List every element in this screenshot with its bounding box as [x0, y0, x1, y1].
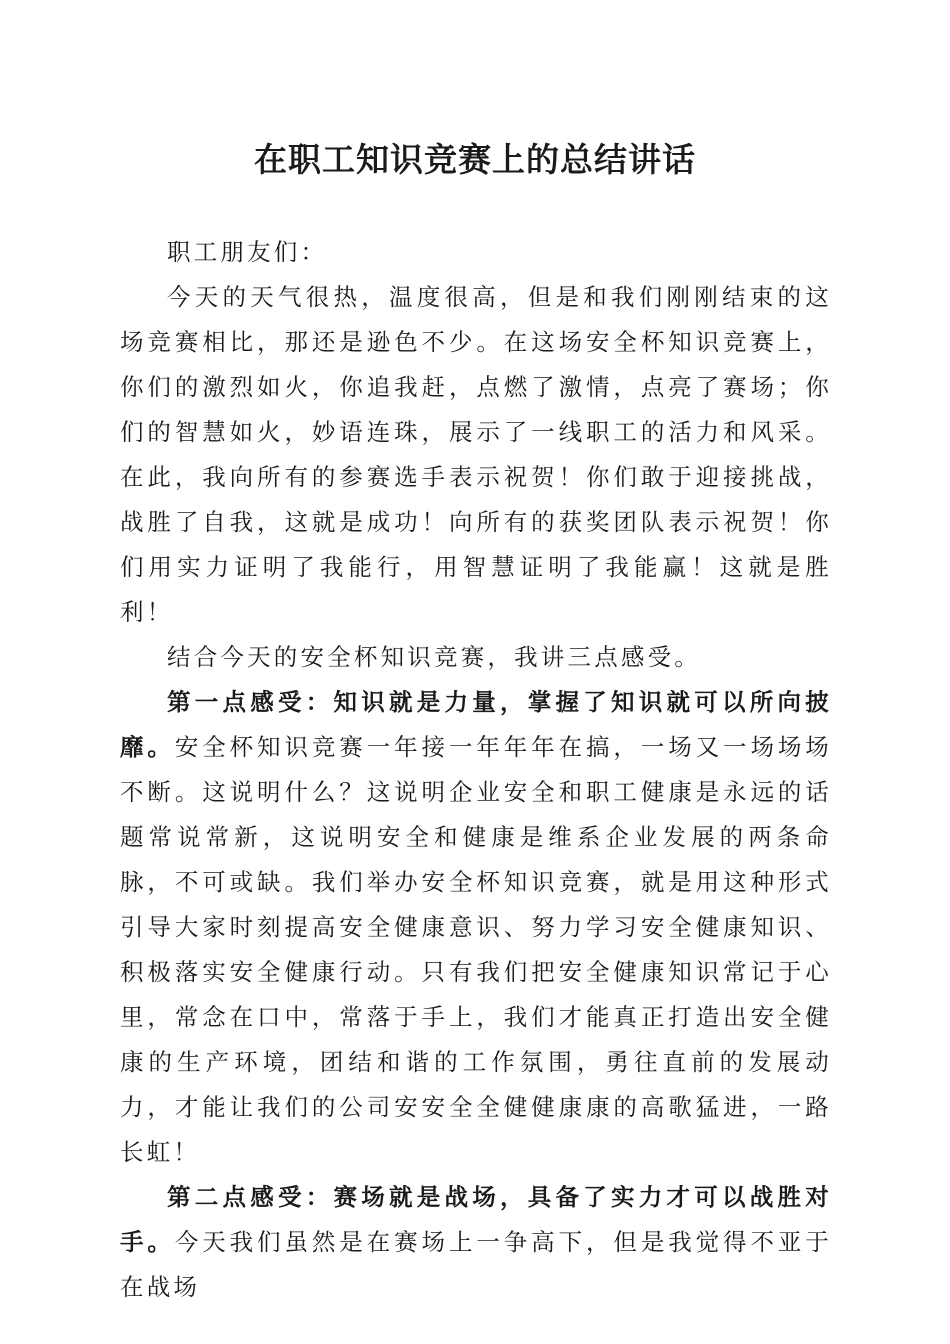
paragraph-text: 结合今天的安全杯知识竞赛，我讲三点感受。 — [167, 643, 701, 671]
paragraph-lead: 第二点感受：赛场就是战场，具备了实力才可以战胜对手。 — [120, 1183, 832, 1256]
document-title: 在职工知识竞赛上的总结讲话 — [254, 140, 696, 179]
paragraph — [120, 1175, 832, 1310]
paragraph — [120, 275, 832, 635]
paragraph — [120, 680, 832, 1175]
paragraph-lead: 第一点感受：知识就是力量，掌握了知识就可以所向披靡。 — [120, 688, 832, 761]
greeting: 职工朋友们： — [167, 238, 328, 266]
paragraph-text: 安全杯知识竞赛一年接一年年年在搞，一场又一场场场不断。这说明什么？这说明企业安全和职工健康是永远的话题常说常新，这说明安全和健康是维系企业发展的两条命脉，不可或缺。我们举办安全杯知识竞赛，就是用这种形式引导大家时刻提高安全健康意识、努力学习安全健康知识、积极落实安全健康行动。只有我们把安全健康知识常记于心里，常念在口中，常落于手上，我们才能真正打造出安全健康的生产环境，团结和谐的工作氛围，勇往直前的发展动力，才能让我们的公司安安全全健健康康的高歌猛进，一路长虹！ — [120, 733, 832, 1166]
paragraph-text: 今天的天气很热，温度很高，但是和我们刚刚结束的这场竞赛相比，那还是逊色不少。在这场安全杯知识竞赛上，你们的激烈如火，你追我赶，点燃了激情，点亮了赛场；你们的智慧如火，妙语连珠，展示了一线职工的活力和风采。在此，我向所有的参赛选手表示祝贺！你们敢于迎接挑战，战胜了自我，这就是成功！向所有的获奖团队表示祝贺！你们用实力证明了我能行，用智慧证明了我能赢！这就是胜利！ — [120, 283, 832, 626]
document-body — [120, 230, 832, 1310]
paragraph — [120, 635, 832, 680]
paragraph-text: 今天我们虽然是在赛场上一争高下，但是我觉得不亚于在战场 — [120, 1228, 832, 1301]
